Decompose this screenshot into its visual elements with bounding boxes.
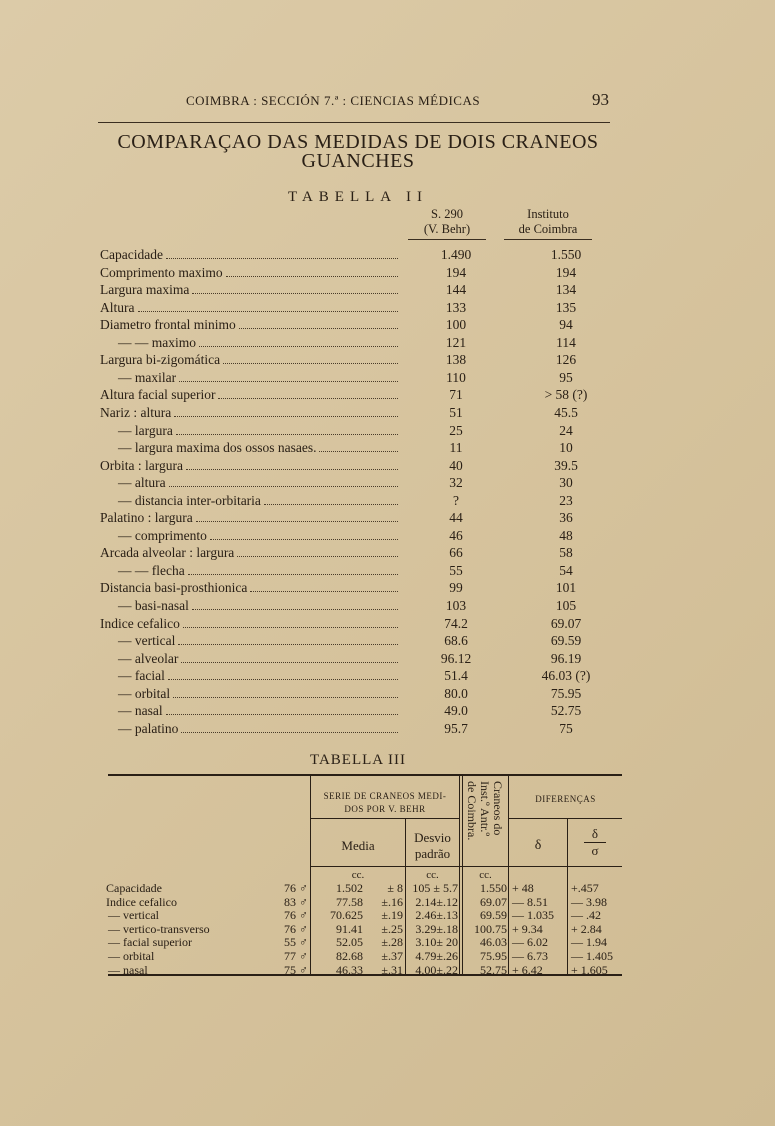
t3-bottom-rule: [108, 974, 622, 976]
row-label: — nasal: [118, 703, 163, 719]
row-label: Capacidade: [106, 881, 162, 895]
value-s290: 100: [445, 317, 467, 333]
row-label: Nariz : altura: [100, 404, 172, 420]
row-label: — comprimento: [118, 527, 207, 543]
row-label: Diametro frontal minimo: [100, 317, 236, 333]
leader-dots: [192, 598, 398, 610]
page-number: 93: [592, 90, 609, 109]
row-sample-size: 77 ♂: [284, 949, 308, 963]
row-coimbra: 46.03: [480, 935, 507, 950]
col1-header-rule: [408, 239, 486, 240]
row-delta-sigma: — 1.94: [571, 935, 607, 950]
value-s290: 96.12: [440, 650, 472, 666]
value-coimbra: 48: [559, 527, 573, 543]
leader-dots: [186, 458, 398, 470]
serie-header-line2: DOS POR V. BEHR: [344, 804, 426, 814]
value-s290: 133: [445, 299, 467, 315]
value-coimbra: 114: [556, 334, 576, 350]
serie-header-line1: SERIE DE CRANEOS MEDI-: [323, 791, 447, 801]
row-delta: — 6.02: [512, 935, 548, 950]
value-coimbra: 135: [555, 299, 577, 315]
row-media-error: ± 8: [387, 881, 403, 895]
tabella-2-row: [0, 458, 775, 475]
row-label: — altura: [118, 475, 166, 491]
value-coimbra: 95: [559, 369, 573, 385]
value-s290: 99: [449, 580, 463, 596]
row-media-error: ±.19: [381, 908, 403, 923]
row-label: — facial superior: [108, 935, 192, 950]
row-desvio: 105 ± 5.7: [412, 881, 458, 895]
value-s290: ?: [453, 492, 459, 508]
value-coimbra: 52.75: [550, 703, 582, 719]
leader-dots: [179, 370, 398, 382]
tabella-2-row: [0, 387, 775, 404]
row-media: 91.41: [336, 921, 363, 936]
leader-dots: [181, 721, 398, 733]
row-sample-size: 83 ♂: [284, 894, 308, 909]
value-s290: 46: [449, 527, 463, 543]
row-delta-sigma: + 1.605: [571, 962, 608, 977]
row-desvio: 4.00±.22: [415, 962, 458, 977]
title-line-2: GUANCHES: [301, 150, 415, 172]
row-sample-size: 76 ♂: [284, 881, 308, 895]
header-rule: [98, 122, 610, 123]
row-delta: + 6.42: [512, 962, 543, 977]
row-label: Altura: [100, 299, 135, 315]
value-s290: 121: [445, 334, 467, 350]
row-delta-sigma: + 2.84: [571, 921, 602, 936]
row-label: — — flecha: [118, 562, 185, 578]
t3-diferencas-header: DIFERENÇAS: [535, 794, 596, 804]
leader-dots: [319, 440, 398, 452]
value-s290: 95.7: [444, 720, 468, 736]
row-delta: — 1.035: [512, 908, 554, 923]
tabella-2-row: [0, 651, 775, 668]
row-sample-size: 76 ♂: [284, 921, 308, 936]
row-desvio: 3.10± 20: [415, 935, 458, 950]
craneos-header-line3: de Coimbra.: [465, 781, 479, 841]
leader-dots: [192, 282, 398, 294]
tabella-3-caption: TABELLA III: [310, 752, 407, 768]
row-coimbra: 1.550: [480, 881, 507, 895]
row-label: — palatino: [118, 720, 179, 736]
value-s290: 71: [449, 387, 463, 403]
value-coimbra: 96.19: [550, 650, 582, 666]
t3-unit-craneos: cc.: [479, 869, 492, 881]
row-sample-size: 76 ♂: [284, 908, 308, 923]
row-label: Altura facial superior: [100, 387, 216, 403]
t3-vrule: [310, 776, 311, 974]
row-media: 82.68: [336, 949, 363, 963]
row-delta-sigma: — 3.98: [571, 894, 607, 909]
col2-header-rule: [504, 239, 592, 240]
value-s290: 80.0: [444, 685, 468, 701]
t3-delta-header: δ: [534, 838, 542, 853]
value-coimbra: 75: [559, 720, 573, 736]
value-coimbra: 194: [555, 264, 577, 280]
value-coimbra: 58: [559, 545, 573, 561]
tabella-2-row: [0, 265, 775, 282]
tabella-2-row: [0, 423, 775, 440]
row-coimbra: 100.75: [474, 921, 507, 936]
row-media-error: ±.31: [381, 962, 403, 977]
value-coimbra: 24: [559, 422, 573, 438]
t3-delta-sigma-header: [568, 827, 622, 858]
value-s290: 44: [449, 510, 463, 526]
tabella-2-row: [0, 370, 775, 387]
leader-dots: [223, 352, 398, 364]
value-coimbra: 75.95: [550, 685, 582, 701]
row-media: 77.58: [336, 894, 363, 909]
row-label: — nasal: [108, 962, 148, 977]
row-label: Largura bi-zigomática: [100, 352, 221, 368]
value-coimbra: 105: [555, 598, 577, 613]
tabella-2-row: [0, 703, 775, 720]
tabella-2-row: [0, 440, 775, 457]
value-coimbra: 45.5: [554, 404, 578, 420]
t3-vrule: [459, 776, 460, 974]
row-label: Orbita : largura: [100, 457, 183, 473]
col1-header-line1: S. 290: [431, 207, 463, 221]
leader-dots: [196, 510, 398, 522]
value-s290: 51.4: [444, 668, 468, 684]
value-coimbra: 101: [555, 580, 577, 596]
row-desvio: 2.14±.12: [415, 894, 458, 909]
leader-dots: [169, 475, 398, 487]
tabella-2-row: [0, 580, 775, 597]
col2-header-line1: Instituto: [527, 207, 569, 221]
value-s290: 74.2: [444, 615, 468, 631]
value-s290: 110: [446, 369, 466, 385]
row-label: Capacidade: [100, 247, 163, 262]
craneos-header-line1: Craneos do: [491, 781, 505, 836]
row-label: — maxilar: [118, 369, 177, 385]
row-desvio: 3.29±.18: [415, 921, 458, 936]
t3-unit-media: cc.: [351, 869, 365, 881]
row-label: — basi-nasal: [118, 598, 189, 613]
value-s290: 11: [449, 440, 463, 456]
tabella-2-row: [0, 493, 775, 510]
tabella-2-row: [0, 282, 775, 299]
leader-dots: [166, 703, 398, 715]
leader-dots: [138, 300, 398, 312]
value-s290: 40: [449, 457, 463, 473]
tabella-3: [108, 774, 622, 988]
tabella-2-row: [0, 475, 775, 492]
row-label: Largura maxima: [100, 282, 190, 298]
value-coimbra: 36: [559, 510, 573, 526]
title-line-1: COMPARAÇAO DAS MEDIDAS DE DOIS CRANEOS: [117, 131, 599, 153]
value-coimbra: 46.03 (?): [541, 668, 591, 684]
value-coimbra: 23: [559, 492, 573, 508]
value-coimbra: 69.59: [550, 633, 582, 649]
tabella-2-caption: TABELLA II: [288, 189, 429, 205]
t3-desvio-header: [406, 830, 459, 862]
row-coimbra: 69.59: [480, 908, 507, 923]
tabella-2-row: [0, 616, 775, 633]
tabella-2-row: [0, 721, 775, 738]
value-s290: 55: [449, 562, 463, 578]
t3-serie-header: [312, 791, 458, 814]
row-label: — alveolar: [118, 650, 179, 666]
tabella-2-row: [0, 247, 775, 264]
tabella-2-row: [0, 300, 775, 317]
row-media: 46.33: [336, 962, 363, 977]
row-coimbra: 52.75: [480, 962, 507, 977]
tabella-2-row: [0, 352, 775, 369]
value-coimbra: 126: [555, 352, 577, 368]
leader-dots: [237, 545, 398, 557]
row-desvio: 2.46±.13: [415, 908, 458, 923]
tabella-2-row: [0, 686, 775, 703]
t3-unit-desvio: cc.: [426, 869, 439, 881]
tabella-2-row: [0, 528, 775, 545]
tabella-2-row: [0, 317, 775, 334]
row-label: — distancia inter-orbitaria: [118, 492, 261, 508]
row-label: — orbital: [108, 949, 155, 963]
tabella-2-row: [0, 598, 775, 615]
t3-top-rule: [108, 774, 622, 776]
t3-vrule: [508, 776, 509, 974]
row-delta: — 6.73: [512, 949, 548, 963]
value-s290: 1.490: [440, 247, 472, 262]
row-media-error: ±.28: [381, 935, 403, 950]
tabella-2-row: [0, 633, 775, 650]
t3-rule: [508, 818, 622, 819]
row-media-error: ±.25: [381, 921, 403, 936]
row-delta: + 9.34: [512, 921, 543, 936]
t3-craneos-header: [465, 781, 504, 840]
leader-dots: [210, 528, 398, 540]
row-delta-sigma: — 1.405: [571, 949, 613, 963]
leader-dots: [218, 387, 398, 399]
leader-dots: [166, 247, 398, 259]
value-coimbra: 54: [559, 562, 573, 578]
value-coimbra: 69.07: [550, 615, 582, 631]
leader-dots: [178, 633, 398, 645]
value-coimbra: 39.5: [554, 457, 578, 473]
tabella-2-col2-header: [504, 207, 592, 240]
t3-rule: [310, 866, 622, 867]
tabella-2-row: [0, 545, 775, 562]
row-label: — facial: [118, 668, 165, 684]
leader-dots: [173, 686, 398, 698]
value-coimbra: 1.550: [550, 247, 582, 262]
leader-dots: [250, 580, 398, 592]
tabella-2-row: [0, 335, 775, 352]
row-label: Arcada alveolar : largura: [100, 545, 235, 561]
leader-dots: [168, 668, 398, 680]
value-s290: 32: [449, 475, 463, 491]
desvio-header-line2: padrão: [414, 846, 451, 861]
row-delta: + 48: [512, 881, 534, 895]
value-s290: 68.6: [444, 633, 468, 649]
leader-dots: [188, 563, 398, 575]
value-s290: 25: [449, 422, 463, 438]
row-media: 70.625: [330, 908, 363, 923]
value-coimbra: 94: [559, 317, 573, 333]
leader-dots: [183, 616, 398, 628]
row-label: — largura: [118, 422, 173, 438]
leader-dots: [174, 405, 398, 417]
value-s290: 49.0: [444, 703, 468, 719]
row-label: Indice cefalico: [100, 615, 180, 631]
row-media-error: ±.37: [381, 949, 403, 963]
row-label: Palatino : largura: [100, 510, 193, 526]
value-s290: 138: [445, 352, 467, 368]
tabella-2-row: [0, 405, 775, 422]
value-s290: 66: [449, 545, 463, 561]
row-sample-size: 75 ♂: [284, 962, 308, 977]
value-coimbra: 30: [559, 475, 573, 491]
row-label: Indice cefalico: [106, 894, 177, 909]
t3-rule: [310, 818, 459, 819]
row-delta-sigma: — .42: [571, 908, 601, 923]
col2-header-line2: de Coimbra: [518, 222, 578, 236]
value-s290: 51: [449, 404, 463, 420]
row-delta-sigma: +.457: [571, 881, 599, 895]
desvio-header-line1: Desvio: [414, 830, 451, 845]
row-label: — vertical: [118, 633, 176, 649]
value-s290: 144: [445, 282, 467, 298]
leader-dots: [176, 423, 398, 435]
row-desvio: 4.79±.26: [415, 949, 458, 963]
row-label: — largura maxima dos ossos nasaes.: [118, 440, 317, 456]
delta-sigma-denominator: σ: [591, 843, 599, 858]
row-label: — orbital: [118, 685, 171, 701]
row-label: Comprimento maximo: [100, 264, 223, 280]
row-coimbra: 75.95: [480, 949, 507, 963]
row-label: — vertical: [108, 908, 159, 923]
tabella-2-row: [0, 668, 775, 685]
tabella-2-row: [0, 563, 775, 580]
row-sample-size: 55 ♂: [284, 935, 308, 950]
row-label: Distancia basi-prosthionica: [100, 580, 248, 596]
running-head: COIMBRA : SECCIÓN 7.ª : CIENCIAS MÉDICAS: [186, 93, 481, 108]
t3-media-header: Media: [341, 838, 375, 853]
leader-dots: [181, 651, 398, 663]
row-label: — — maximo: [118, 334, 196, 350]
tabella-2-row: [0, 510, 775, 527]
craneos-header-line2: Inst.º Antr.º: [478, 781, 492, 837]
row-label: — vertico-transverso: [108, 921, 210, 936]
value-coimbra: > 58 (?): [544, 387, 588, 403]
row-media: 52.05: [336, 935, 363, 950]
leader-dots: [239, 317, 398, 329]
value-s290: 194: [445, 264, 467, 280]
page-title: [98, 133, 618, 171]
row-delta: — 8.51: [512, 894, 548, 909]
col1-header-line2: (V. Behr): [423, 222, 471, 236]
leader-dots: [264, 493, 398, 505]
row-media-error: ±.16: [381, 894, 403, 909]
value-coimbra: 134: [555, 282, 577, 298]
row-coimbra: 69.07: [480, 894, 507, 909]
leader-dots: [199, 335, 398, 347]
leader-dots: [226, 265, 398, 277]
tabella-2-col1-header: [408, 207, 486, 240]
value-coimbra: 10: [559, 440, 573, 456]
row-media: 1.502: [336, 881, 363, 895]
delta-sigma-numerator: δ: [591, 826, 599, 841]
value-s290: 103: [445, 598, 467, 613]
